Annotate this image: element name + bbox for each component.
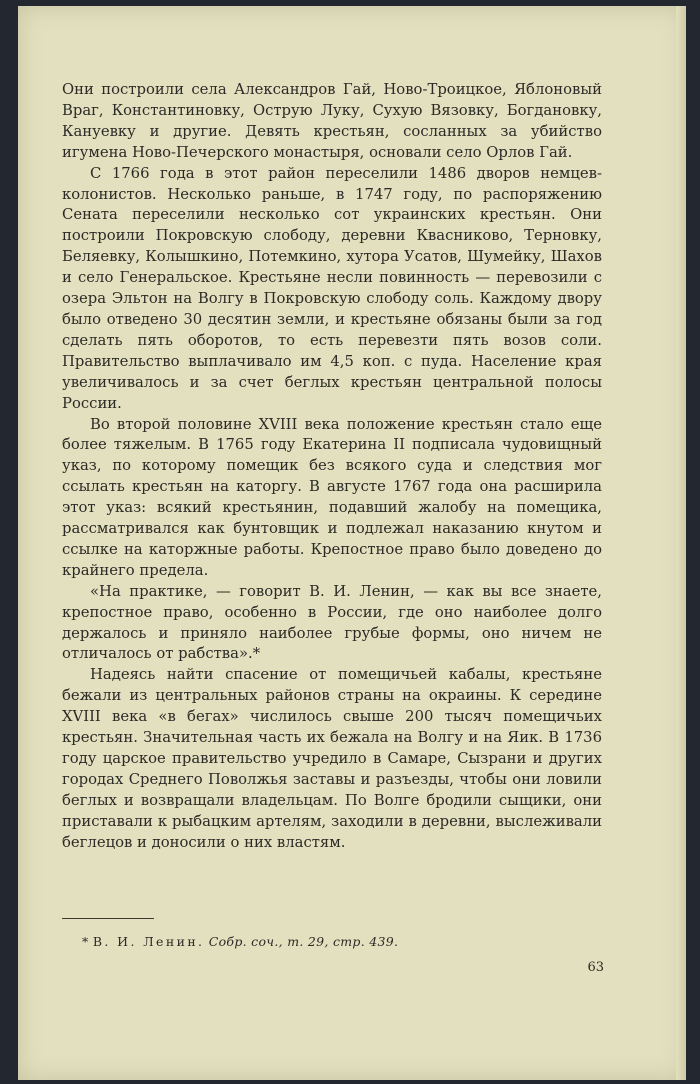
footnote-marker: *	[82, 934, 89, 949]
body-text	[62, 80, 602, 854]
footnote-citation: Собр. соч., т. 29, стр. 439.	[208, 934, 399, 949]
footnote-divider	[62, 918, 154, 919]
paragraph-colonists: С 1766 года в этот район переселили 1486 дворов немцев-колонистов. Несколько раньше, в 1747 году, по распоряжению Сената переселили несколько сот украинских крестьян. Они построили Покровскую слободу, деревни Квасниково, Терновку, Беляевку, Колышкино, Потемкино, хутора Усатов, Шумейку, Шахов и село Генеральское. Крестьяне несли повинность — перевозили с озера Эльтон на Волгу в Покровскую слободу соль. Каждому двору было отведено 30 десятин земли, и крестьяне обязаны были за год сделать пять оборотов, то есть перевезти пять возов соли. Правительство выплачивало им 4,5 коп. с пуда. Население края увеличивалось и за счет беглых крестьян центральной полосы России.	[62, 164, 602, 412]
page-spine-shadow	[676, 6, 686, 1080]
paragraph-lenin-quote: «На практике, — говорит В. И. Ленин, — как вы все знаете, крепостное право, особенно в России, где оно наиболее долго держалось и приняло наиболее грубые формы, оно ничем не отличалось от рабства».*	[62, 582, 602, 663]
footnote-author: В. И. Ленин.	[92, 934, 205, 949]
paragraph-settlements: Они построили села Александров Гай, Ново-Троицкое, Яблоновый Враг, Константиновку, Острую Луку, Сухую Вязовку, Богдановку, Кануевку и другие. Девять крестьян, сосланных за убийство игумена Ново-Печерского монастыря, основали село Орлов Гай.	[62, 81, 602, 161]
book-page	[18, 6, 686, 1080]
paragraph-fugitives: Надеясь найти спасение от помещичьей кабалы, крестьяне бежали из центральных районов страны на окраины. К середине XVIII века «в бегах» числилось свыше 200 тысяч помещичьих крестьян. Значительная часть их бежала на Волгу и на Яик. В 1736 году царское правительство учредило в Самаре, Сызрани и других городах Среднего Поволжья заставы и разъезды, чтобы они ловили беглых и возвращали владельцам. По Волге бродили сыщики, они приставали к рыбацким артелям, заходили в деревни, выслеживали беглецов и доносили о них властям.	[62, 666, 602, 851]
page-number: 63	[587, 960, 604, 975]
footnote	[82, 934, 602, 950]
paragraph-serfdom: Во второй половине XVIII века положение крестьян стало еще более тяжелым. В 1765 году Екатерина II подписала чудовищный указ, по которому помещик без всякого суда и следствия мог ссылать крестьян на каторгу. В августе 1767 года она расширила этот указ: всякий крестьянин, подавший жалобу на помещика, рассматривался как бунтовщик и подлежал наказанию кнутом и ссылке на каторжные работы. Крепостное право было доведено до крайнего предела.	[62, 415, 602, 579]
